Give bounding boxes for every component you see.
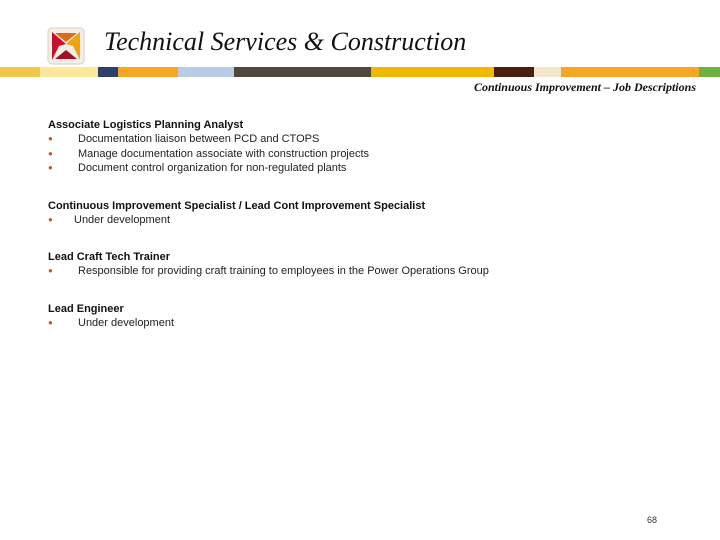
color-bar-segment bbox=[494, 67, 534, 77]
color-bar-segment bbox=[371, 67, 494, 77]
bullet-icon: ● bbox=[48, 134, 53, 143]
list-item-text: Document control organization for non-regulated plants bbox=[78, 162, 347, 174]
bullet-icon: ● bbox=[48, 214, 53, 224]
job-title: Lead Craft Tech Trainer bbox=[48, 251, 171, 263]
bullet-icon: ● bbox=[48, 266, 53, 275]
color-bar-segment bbox=[40, 67, 98, 77]
job-title: Continuous Improvement Specialist / Lead Cont Improvement Specialist bbox=[48, 199, 426, 212]
list-item bbox=[48, 147, 688, 162]
job-title: Lead Engineer bbox=[48, 302, 124, 315]
header-color-bar bbox=[0, 67, 720, 77]
color-bar-segment bbox=[0, 67, 40, 77]
list-item-text: Responsible for providing craft training to employees in the Power Operations Group bbox=[78, 265, 489, 277]
list-item-text: Under development bbox=[78, 316, 175, 329]
list-item-text: Under development bbox=[74, 213, 171, 226]
color-bar-segment bbox=[178, 67, 234, 77]
color-bar-segment bbox=[699, 67, 720, 77]
list-item bbox=[48, 316, 688, 331]
color-bar-segment bbox=[534, 67, 561, 77]
list-item-text: Manage documentation associate with construction projects bbox=[78, 147, 370, 160]
job-section bbox=[48, 250, 688, 279]
page-number: 68 bbox=[647, 515, 658, 525]
list-item bbox=[48, 161, 688, 176]
page-title: Technical Services & Construction bbox=[104, 27, 467, 56]
color-bar-segment bbox=[234, 67, 371, 77]
color-bar-segment bbox=[561, 67, 699, 77]
page-subtitle: Continuous Improvement – Job Descriptions bbox=[473, 80, 696, 94]
list-item bbox=[48, 132, 688, 147]
bullet-icon: ● bbox=[48, 163, 53, 172]
company-logo bbox=[47, 27, 85, 65]
job-title: Associate Logistics Planning Analyst bbox=[48, 119, 244, 131]
job-section bbox=[48, 199, 688, 228]
list-item-text: Documentation liaison between PCD and CTOPS bbox=[78, 133, 320, 145]
bullet-icon: ● bbox=[48, 148, 53, 158]
job-section bbox=[48, 118, 688, 176]
bullet-icon: ● bbox=[48, 317, 53, 327]
color-bar-segment bbox=[98, 67, 118, 77]
color-bar-segment bbox=[118, 67, 178, 77]
list-item bbox=[48, 264, 688, 279]
list-item bbox=[48, 213, 688, 228]
job-descriptions bbox=[48, 118, 688, 353]
job-section bbox=[48, 302, 688, 331]
